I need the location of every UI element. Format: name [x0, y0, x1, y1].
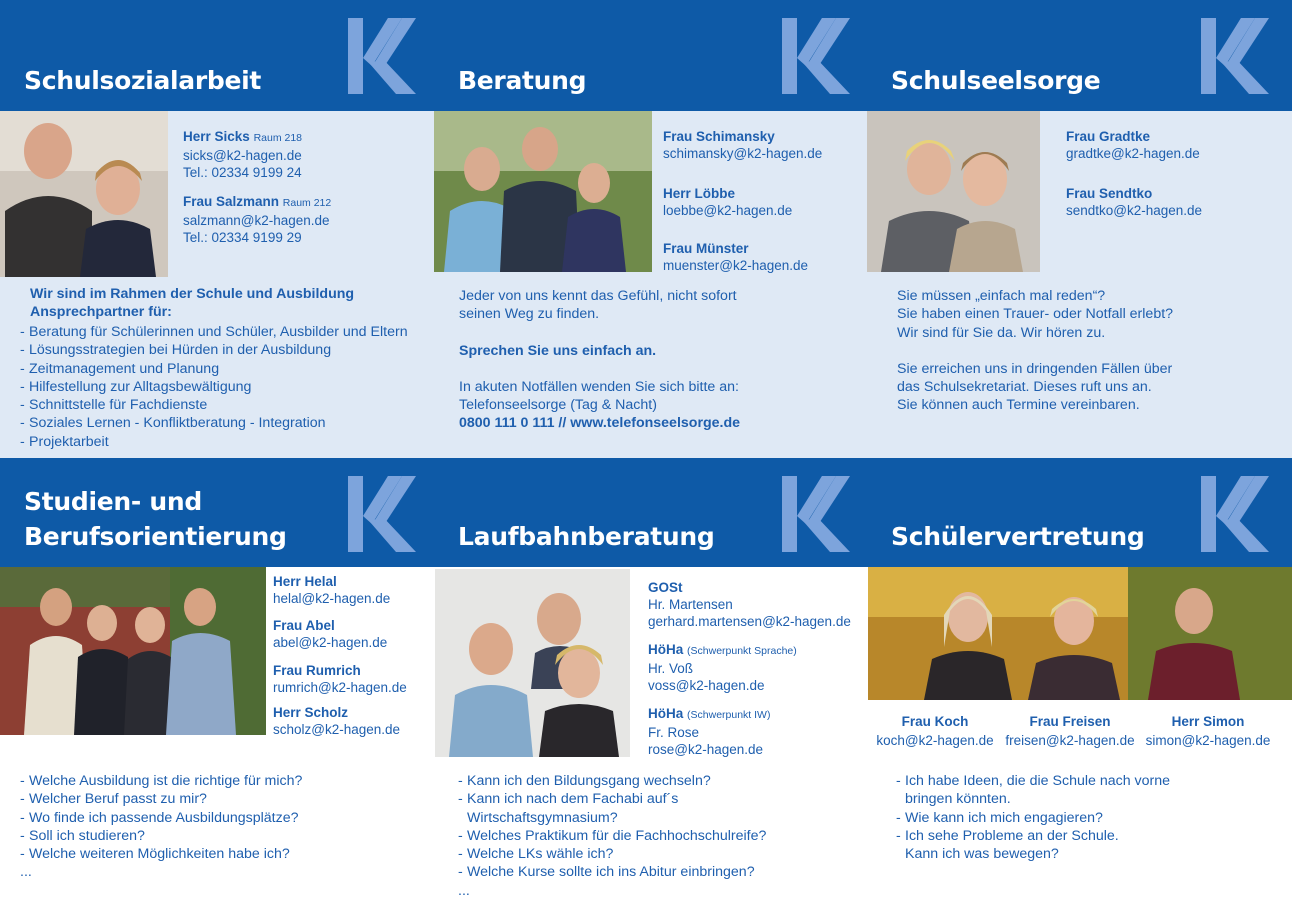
- contact-email[interactable]: gradtke@k2-hagen.de: [1066, 146, 1200, 161]
- contact-list: [663, 128, 822, 274]
- list-item: - Schnittstelle für Fachdienste: [20, 397, 208, 414]
- team-photo: [435, 569, 630, 757]
- panel-header: [0, 458, 434, 567]
- list-item: - Welcher Beruf passt zu mir?: [20, 791, 207, 808]
- panel-schuelervertretung: [867, 458, 1292, 916]
- text-line: seinen Weg zu finden.: [459, 306, 600, 323]
- k-logo-icon: [1201, 476, 1269, 552]
- contact-name: Frau Abel: [273, 618, 335, 633]
- panel-header: [867, 0, 1292, 111]
- contact-name: Frau Sendtko: [1066, 186, 1153, 201]
- group-label-line: [648, 705, 851, 724]
- service-list: [20, 323, 408, 451]
- list-item: - Soziales Lernen - Konfliktberatung - Integration: [20, 415, 326, 432]
- list-item: - Projektarbeit: [20, 433, 109, 450]
- contact-name: Herr Helal: [273, 574, 337, 589]
- group-label: HöHa: [648, 706, 684, 721]
- contact-name: Frau Münster: [663, 241, 749, 256]
- panel-body: [867, 111, 1292, 458]
- panel-title: [24, 484, 287, 554]
- contact-name: Hr. Martensen: [648, 597, 733, 612]
- contact-name: Herr Sicks: [183, 129, 250, 144]
- panel-body: [0, 567, 434, 916]
- contact-name-line: [183, 128, 331, 147]
- question-list: [20, 772, 302, 882]
- member-email[interactable]: simon@k2-hagen.de: [1145, 733, 1271, 748]
- list-item: - Welche LKs wähle ich?: [458, 846, 614, 863]
- contact-email[interactable]: gerhard.martensen@k2-hagen.de: [648, 614, 851, 629]
- contact-room: Raum 212: [282, 197, 332, 209]
- contact-name: Frau Salzmann: [183, 194, 280, 209]
- question-list: [896, 772, 1170, 863]
- list-item: - Welche weiteren Möglichkeiten habe ich?: [20, 846, 290, 863]
- panel-header: [434, 0, 868, 111]
- team-photo: [868, 567, 1292, 700]
- group-label: GOSt: [648, 580, 683, 595]
- list-item: - Lösungsstrategien bei Hürden in der Ausbildung: [20, 342, 332, 359]
- member-card: [873, 712, 997, 750]
- panel-title: Laufbahnberatung: [458, 522, 715, 551]
- team-photo: [0, 111, 168, 277]
- list-item: - Wie kann ich mich engagieren?: [896, 809, 1103, 826]
- list-item: - Beratung für Schülerinnen und Schüler, Ausbilder und Eltern: [20, 324, 408, 340]
- intro-text: [30, 285, 354, 322]
- panel-laufbahnberatung: [434, 458, 868, 916]
- text-line: das Schulsekretariat. Dieses ruft uns an.: [897, 379, 1152, 396]
- panel-title: Schulsozialarbeit: [24, 66, 262, 95]
- contact-room: Raum 218: [253, 132, 303, 144]
- panel-body: [434, 567, 868, 916]
- panel-title: Schulseelsorge: [891, 66, 1101, 95]
- list-item: - Hilfestellung zur Alltagsbewältigung: [20, 378, 252, 395]
- panel-body: [867, 567, 1292, 916]
- team-photo: [867, 111, 1040, 272]
- list-item: - Kann ich den Bildungsgang wechseln?: [458, 773, 711, 789]
- text-line: Sie erreichen uns in dringenden Fällen über: [897, 360, 1173, 377]
- k-logo-icon: [782, 18, 850, 94]
- team-photo: [434, 111, 652, 272]
- text-line: Sprechen Sie uns einfach an.: [459, 342, 657, 359]
- contact-name-line: [183, 193, 331, 212]
- group-note: (Schwerpunkt IW): [687, 709, 771, 721]
- text-line: Sie können auch Termine vereinbaren.: [897, 397, 1140, 414]
- panel-header: [867, 458, 1292, 567]
- contact-name: Hr. Voß: [648, 661, 694, 676]
- contact-name: Frau Rumrich: [273, 663, 361, 678]
- list-item: - Welche Ausbildung ist die richtige für mich?: [20, 773, 303, 789]
- group-note: (Schwerpunkt Sprache): [687, 645, 797, 657]
- contact-list: [648, 579, 851, 758]
- contact-email[interactable]: rumrich@k2-hagen.de: [273, 680, 407, 695]
- k-logo-icon: [782, 476, 850, 552]
- hotline-text: 0800 111 0 111 // www.telefonseelsorge.de: [459, 415, 741, 432]
- intro-line: Wir sind im Rahmen der Schule und Ausbildung: [30, 286, 355, 302]
- info-text: [459, 287, 740, 433]
- contact-phone: Tel.: 02334 9199 29: [183, 230, 302, 245]
- member-name: Frau Koch: [901, 714, 969, 729]
- text-line: In akuten Notfällen wenden Sie sich bitte an:: [459, 378, 739, 395]
- panel-body: [434, 111, 868, 458]
- contact-email[interactable]: scholz@k2-hagen.de: [273, 722, 401, 737]
- k-logo-icon: [348, 18, 416, 94]
- panel-body: [0, 111, 434, 458]
- panel-title: Schülervertretung: [891, 522, 1145, 551]
- k-logo-icon: [1201, 18, 1269, 94]
- contact-list: [273, 573, 407, 738]
- contact-email[interactable]: voss@k2-hagen.de: [648, 678, 765, 693]
- contact-phone: Tel.: 02334 9199 24: [183, 165, 302, 180]
- contact-email[interactable]: helal@k2-hagen.de: [273, 591, 391, 606]
- panel-schulseelsorge: [867, 0, 1292, 458]
- contact-list: [1066, 128, 1202, 219]
- text-line: Sie müssen „einfach mal reden“?: [897, 288, 1106, 304]
- panel-header: [434, 458, 868, 567]
- k-logo-icon: [348, 476, 416, 552]
- contact-name: Frau Schimansky: [663, 129, 775, 144]
- list-item: - Zeitmanagement und Planung: [20, 360, 220, 377]
- panel-studienorientierung: [0, 458, 434, 916]
- contact-name: Herr Löbbe: [663, 186, 736, 201]
- contact-email[interactable]: abel@k2-hagen.de: [273, 635, 388, 650]
- contact-list: [183, 128, 331, 246]
- title-line: Studien- und: [24, 487, 202, 516]
- panel-beratung: [434, 0, 868, 458]
- member-name: Frau Freisen: [1029, 714, 1111, 729]
- intro-line: Ansprechpartner für:: [30, 304, 172, 321]
- contact-email[interactable]: rose@k2-hagen.de: [648, 742, 764, 757]
- contact-name: Herr Scholz: [273, 705, 349, 720]
- member-email[interactable]: koch@k2-hagen.de: [876, 733, 994, 748]
- list-item: - Welche Kurse sollte ich ins Abitur einbringen?: [458, 864, 755, 881]
- list-item: - Ich habe Ideen, die die Schule nach vorne bringen könnten.: [896, 773, 1171, 808]
- member-card: [1005, 712, 1135, 750]
- title-line: Berufsorientierung: [24, 522, 287, 551]
- panel-header: [0, 0, 434, 111]
- list-item: - Ich sehe Probleme an der Schule. Kann ich was bewegen?: [896, 827, 1119, 863]
- text-line: Jeder von uns kennt das Gefühl, nicht sofort: [459, 288, 737, 304]
- question-list: [458, 772, 766, 900]
- contact-email[interactable]: muenster@k2-hagen.de: [663, 258, 809, 273]
- group-label: HöHa: [648, 642, 684, 657]
- contact-email[interactable]: loebbe@k2-hagen.de: [663, 203, 793, 218]
- list-item: - Soll ich studieren?: [20, 827, 145, 844]
- info-text: [897, 287, 1173, 415]
- contact-email[interactable]: sendtko@k2-hagen.de: [1066, 203, 1203, 218]
- panel-title: Beratung: [458, 66, 587, 95]
- list-item: - Kann ich nach dem Fachabi auf´s Wirtschaftsgymnasium?: [458, 791, 679, 826]
- team-photo: [0, 567, 266, 735]
- panel-schulsozialarbeit: [0, 0, 434, 458]
- text-line: Wir sind für Sie da. Wir hören zu.: [897, 324, 1106, 341]
- member-card: [1145, 712, 1271, 750]
- contact-name: Frau Gradtke: [1066, 129, 1151, 144]
- contact-email[interactable]: salzmann@k2-hagen.de: [183, 213, 330, 228]
- group-label-line: [648, 641, 851, 660]
- list-ellipsis: ...: [458, 882, 470, 899]
- member-email[interactable]: freisen@k2-hagen.de: [1005, 733, 1135, 748]
- contact-email[interactable]: sicks@k2-hagen.de: [183, 148, 302, 163]
- member-name: Herr Simon: [1171, 714, 1245, 729]
- text-line: Telefonseelsorge (Tag & Nacht): [459, 397, 657, 414]
- list-ellipsis: ...: [20, 864, 32, 881]
- text-line: Sie haben einen Trauer- oder Notfall erlebt?: [897, 306, 1174, 323]
- list-item: - Welches Praktikum für die Fachhochschulreife?: [458, 827, 767, 844]
- contact-name: Fr. Rose: [648, 725, 700, 740]
- contact-email[interactable]: schimansky@k2-hagen.de: [663, 146, 823, 161]
- list-item: - Wo finde ich passende Ausbildungsplätze?: [20, 809, 299, 826]
